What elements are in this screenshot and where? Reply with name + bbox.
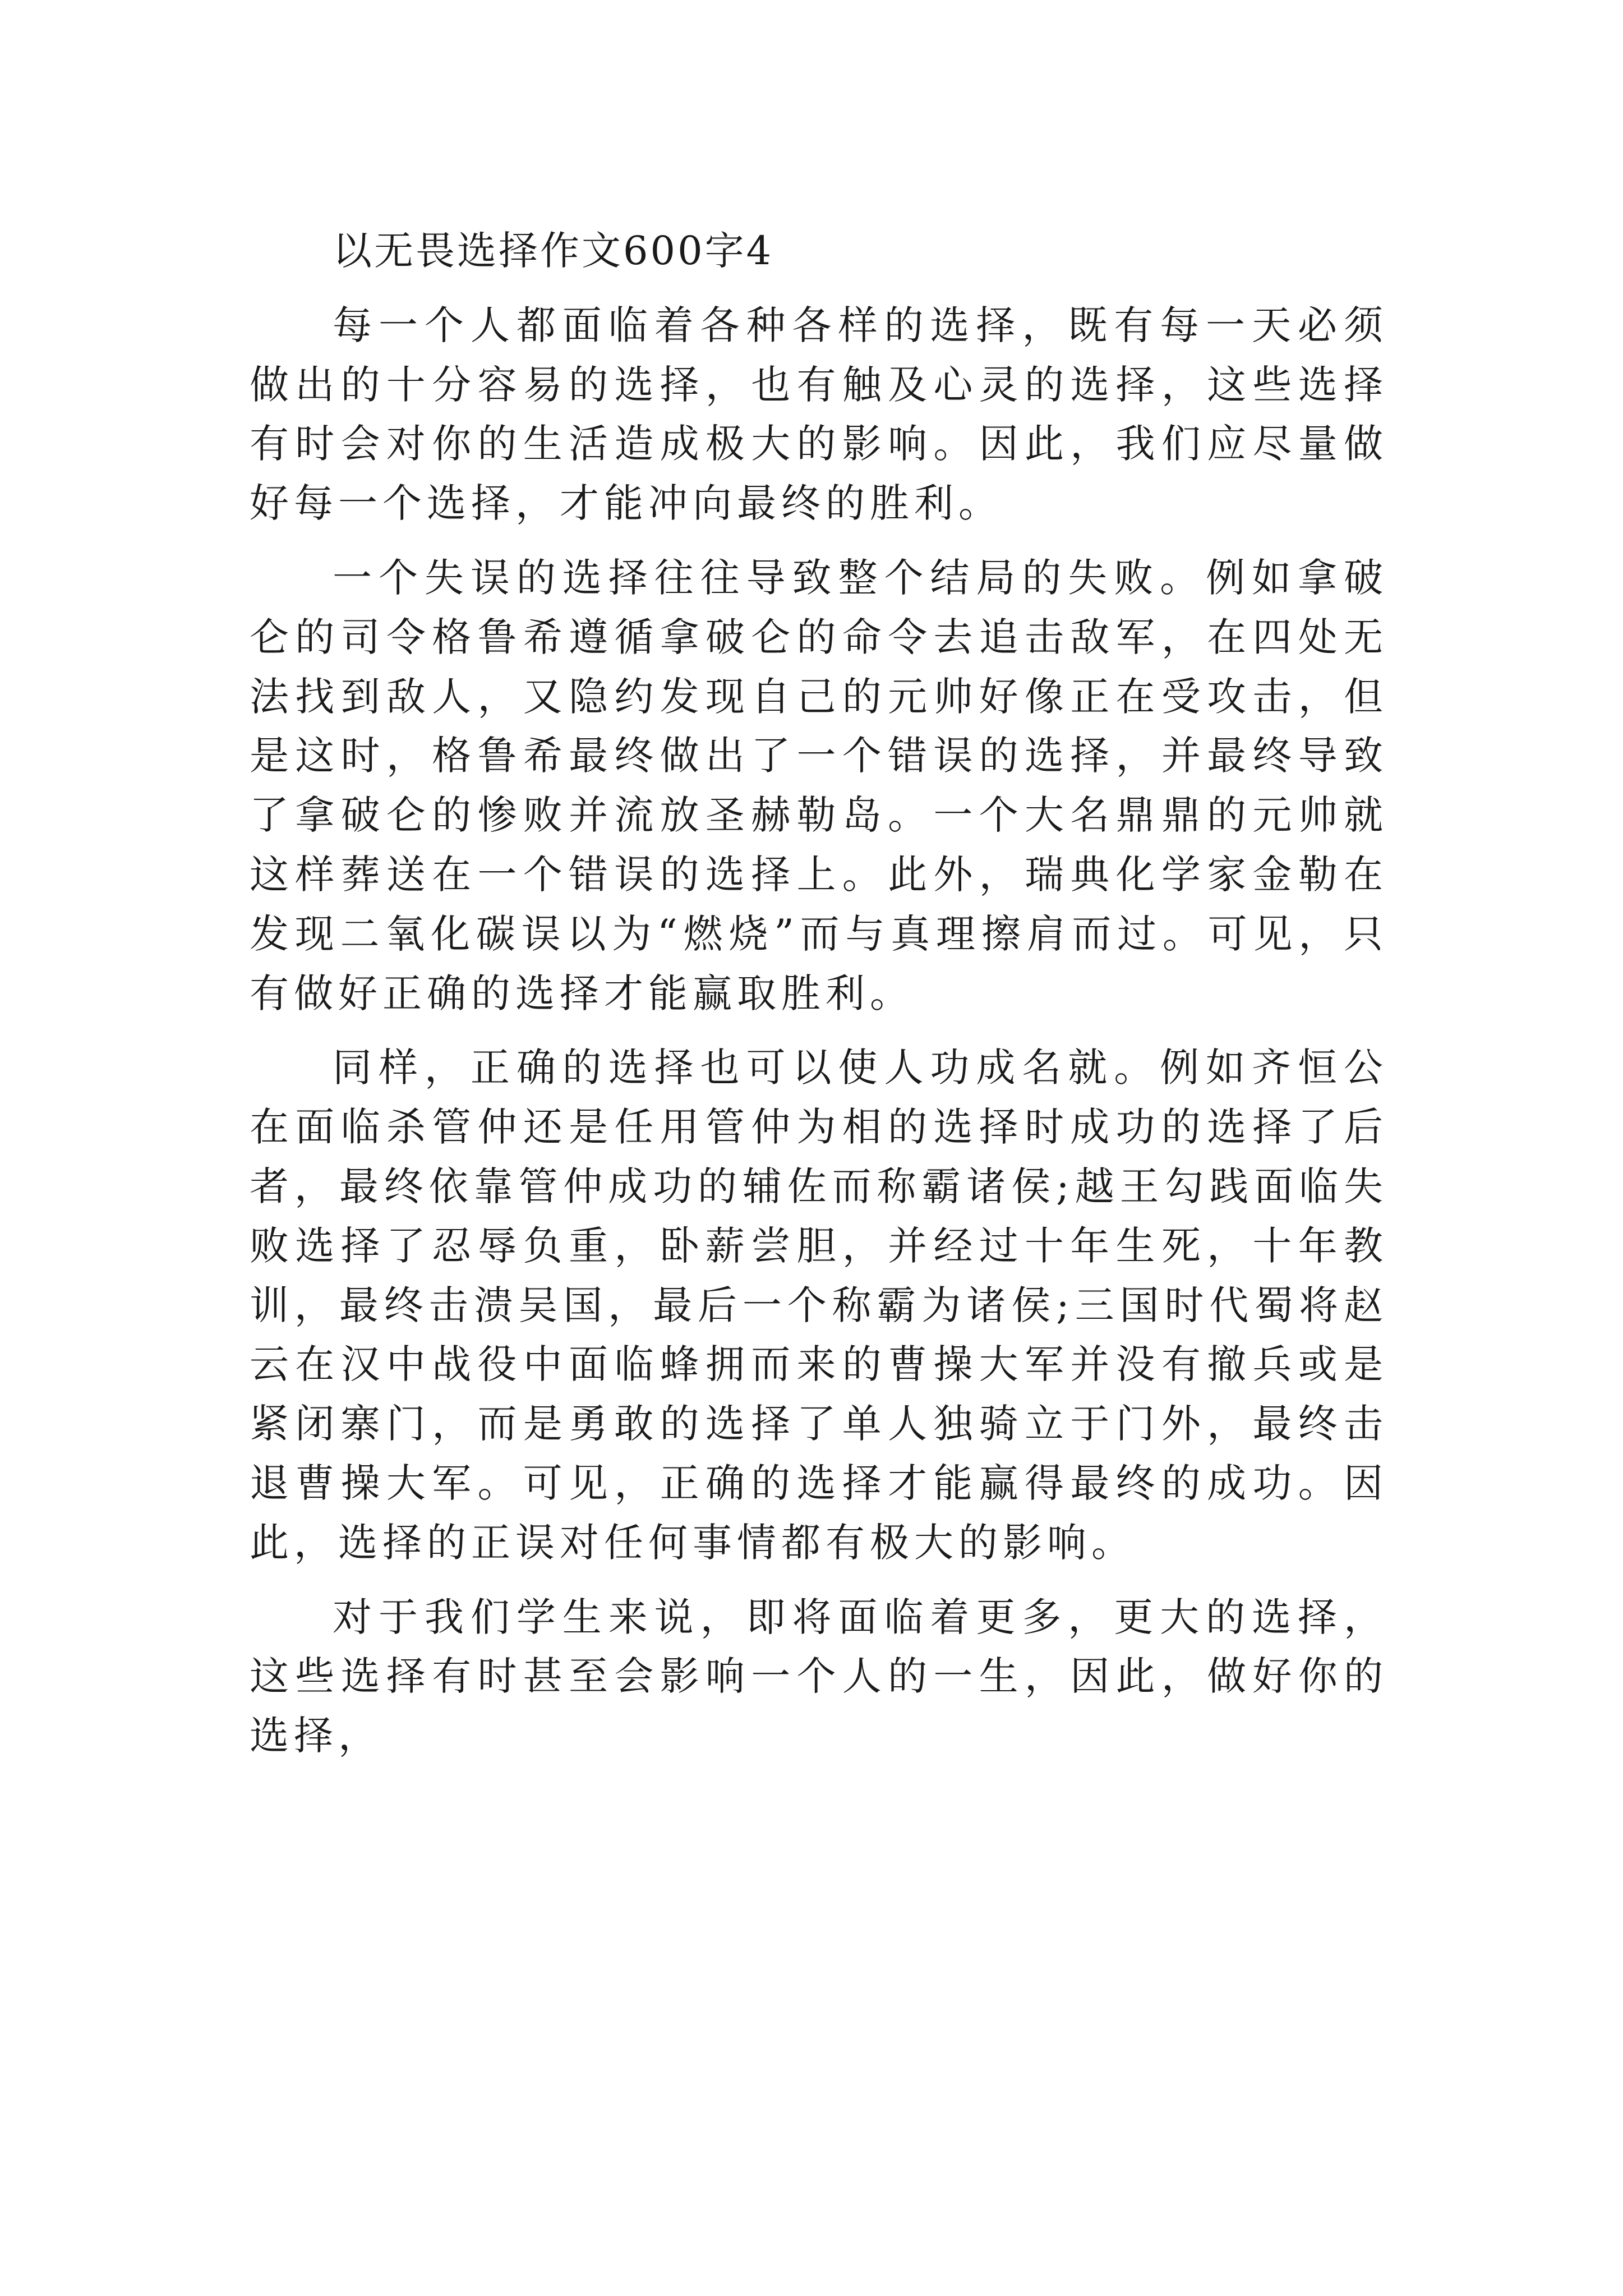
- paragraph-2: 一个失误的选择往往导致整个结局的失败。例如拿破仑的司令格鲁希遵循拿破仑的命令去追击敌军，在四处无法找到敌人，又隐约发现自己的元帅好像正在受攻击，但是这时，格鲁希最终做出了一个错误的选择，并最终导致了拿破仑的惨败并流放圣赫勒岛。一个大名鼎鼎的元帅就这样葬送在一个错误的选择上。此外，瑞典化学家金勒在发现二氧化碳误以为“燃烧”而与真理擦肩而过。可见，只有做好正确的选择才能赢取胜利。: [250, 554, 1388, 1016]
- document-body: [250, 222, 1388, 1766]
- paragraph-1: 每一个人都面临着各种各样的选择，既有每一天必须做出的十分容易的选择，也有触及心灵的选择，这些选择有时会对你的生活造成极大的影响。因此，我们应尽量做好每一个选择，才能冲向最终的胜利。: [250, 302, 1388, 527]
- document-title: 以无畏选择作文600字4: [333, 228, 774, 274]
- paragraph-4: 对于我们学生来说，即将面临着更多，更大的选择，这些选择有时甚至会影响一个人的一生，因此，做好你的选择，: [250, 1594, 1388, 1759]
- paragraph-3: 同样，正确的选择也可以使人功成名就。例如齐恒公在面临杀管仲还是任用管仲为相的选择时成功的选择了后者，最终依靠管仲成功的辅佐而称霸诸侯;越王勾践面临失败选择了忍辱负重，卧薪尝胆，并经过十年生死，十年教训，最终击溃吴国，最后一个称霸为诸侯;三国时代蜀将赵云在汉中战役中面临蜂拥而来的曹操大军并没有撤兵或是紧闭寨门，而是勇敢的选择了单人独骑立于门外，最终击退曹操大军。可见，正确的选择才能赢得最终的成功。因此，选择的正误对任何事情都有极大的影响。: [250, 1045, 1388, 1566]
